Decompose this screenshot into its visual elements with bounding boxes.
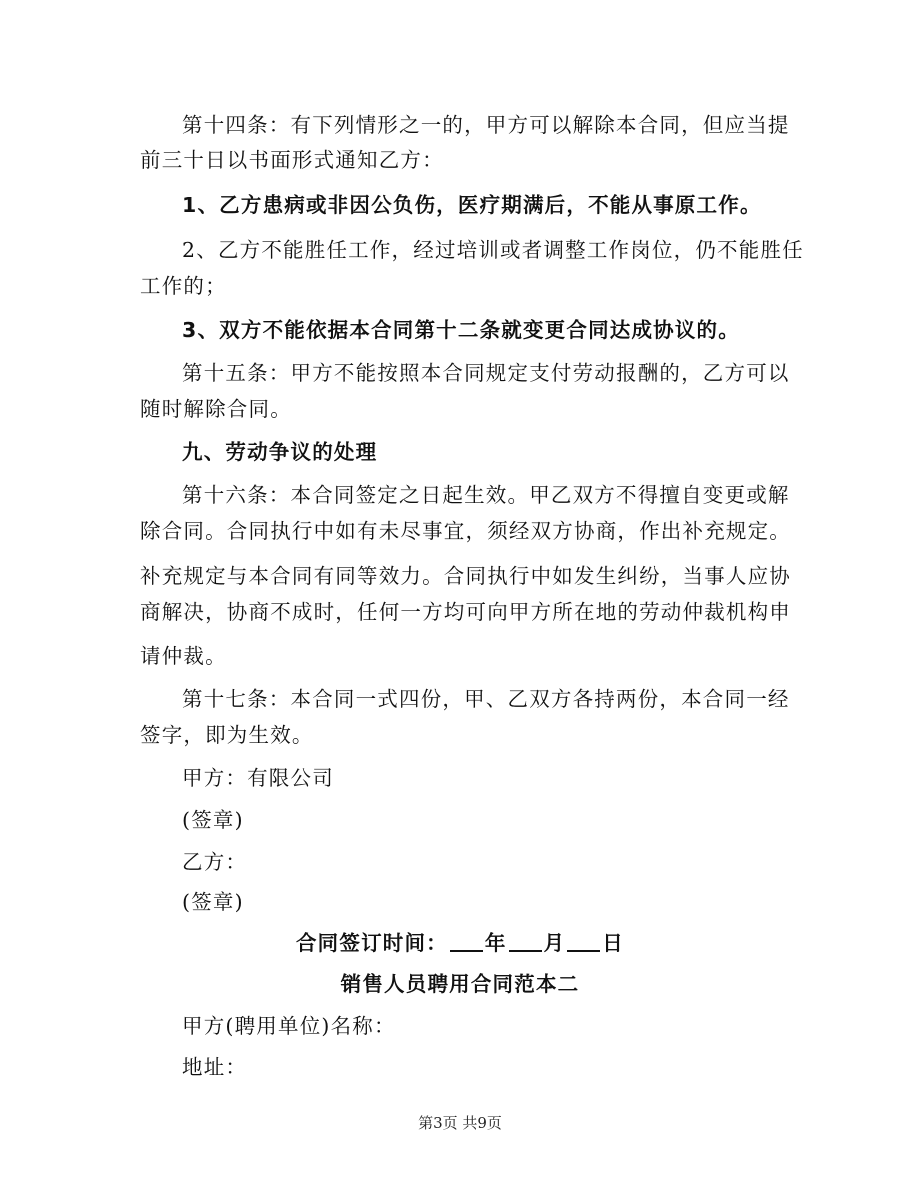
party-b-seal: (签章) [182, 890, 244, 914]
address-line: 地址： [182, 1055, 248, 1079]
year-label: 年 [484, 931, 507, 955]
party-a-seal: (签章) [182, 808, 244, 832]
paragraph-16-line-2: 除合同。合同执行中如有未尽事宜，须经双方协商，作出补充规定。 [140, 519, 791, 543]
paragraph-16-line-4: 商解决，协商不成时，任何一方均可向甲方所在地的劳动仲裁机构申 [140, 600, 791, 624]
party-a-line: 甲方：有限公司 [182, 766, 334, 790]
section-title: 销售人员聘用合同范本二 [340, 972, 580, 996]
paragraph-15-line-1: 第十五条：甲方不能按照本合同规定支付劳动报酬的，乙方可以 [182, 361, 790, 385]
paragraph-17-line-1: 第十七条：本合同一式四份，甲、乙双方各持两份，本合同一经 [182, 687, 790, 711]
paragraph-16-line-3: 补充规定与本合同有同等效力。合同执行中如发生纠纷，当事人应协 [140, 564, 791, 588]
item-3: 3、双方不能依据本合同第十二条就变更合同达成协议的。 [182, 318, 740, 342]
paragraph-14-line-1: 第十四条：有下列情形之一的，甲方可以解除本合同，但应当提 [182, 113, 790, 137]
year-blank [450, 930, 483, 952]
day-label: 日 [602, 931, 624, 955]
paragraph-15-line-2: 随时解除合同。 [140, 397, 292, 421]
day-blank [567, 930, 600, 952]
party-b-line: 乙方： [182, 850, 248, 874]
item-1: 1、乙方患病或非因公负伤，医疗期满后，不能从事原工作。 [182, 193, 762, 217]
section-heading-disputes: 九、劳动争议的处理 [182, 440, 378, 464]
item-2-line-2: 工作的； [140, 274, 227, 298]
sign-date-label: 合同签订时间： [295, 931, 448, 955]
month-label: 月 [543, 931, 566, 955]
paragraph-16-line-1: 第十六条：本合同签定之日起生效。甲乙双方不得擅自变更或解 [182, 483, 790, 507]
employer-name-line: 甲方(聘用单位)名称： [182, 1014, 396, 1038]
sign-date-line [0, 928, 920, 958]
item-2-line-1: 2、乙方不能胜任工作，经过培训或者调整工作岗位，仍不能胜任 [182, 238, 804, 262]
paragraph-17-line-2: 签字，即为生效。 [140, 723, 314, 747]
month-blank [509, 930, 542, 952]
page-number-footer: 第3页 共9页 [418, 1114, 502, 1132]
paragraph-16-line-5: 请仲裁。 [140, 644, 227, 668]
paragraph-14-line-2: 前三十日以书面形式通知乙方： [140, 148, 444, 172]
